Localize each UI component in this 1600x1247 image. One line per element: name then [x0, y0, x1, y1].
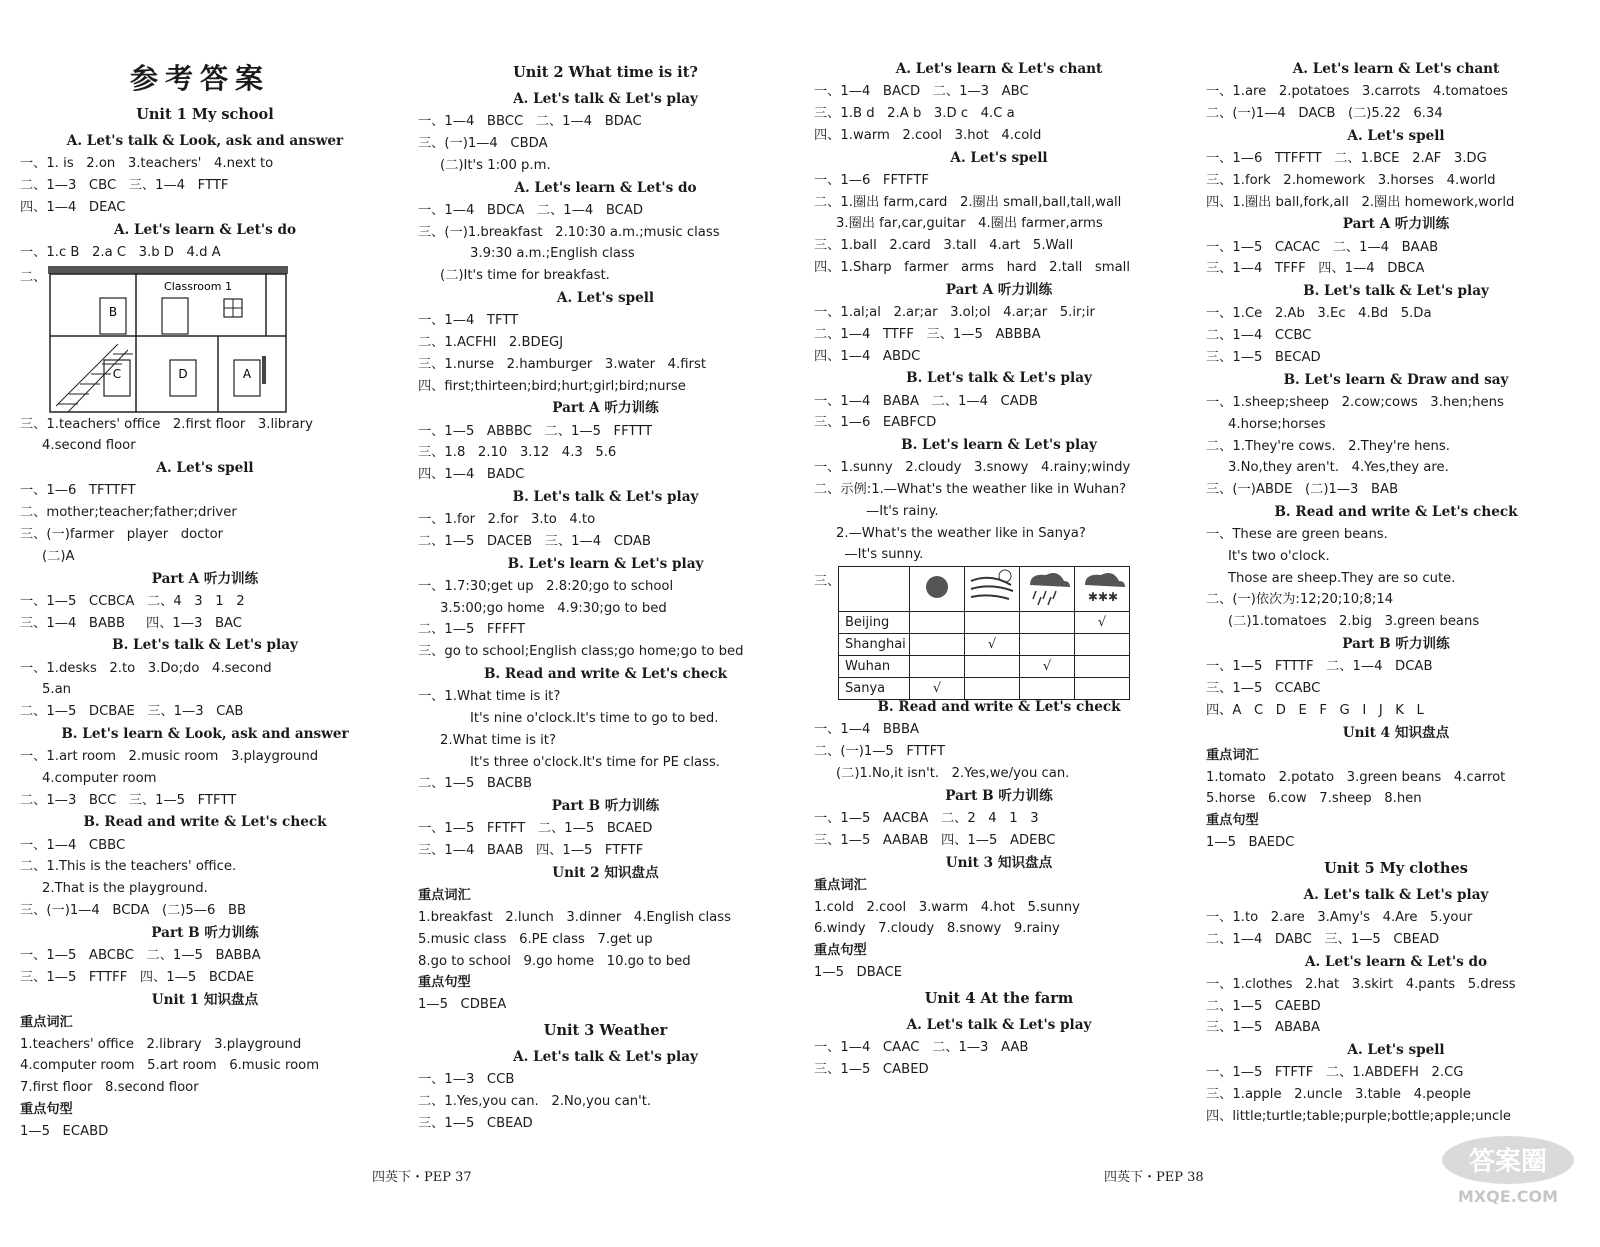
answer-line: 4.second floor	[42, 438, 136, 454]
section-heading: A. Let's talk & Let's play	[513, 1048, 698, 1065]
footer-page-38: 四英下・PEP 38	[1104, 1170, 1204, 1185]
section-heading: A. Let's learn & Let's do	[1304, 953, 1488, 970]
section-heading: B. Read and write & Let's check	[1274, 503, 1518, 520]
answer-line: 三、(一)1.breakfast 2.10:30 a.m.;music class	[418, 224, 720, 240]
answer-line: 一、1—4 BBBA	[814, 722, 920, 738]
answer-line: 一、1—4 BABA 二、1—4 CADB	[814, 393, 1038, 409]
answer-line: 二、1.This is the teachers' office.	[20, 859, 237, 875]
mark-cell	[1020, 678, 1075, 700]
answer-line: 一、1—4 CBBC	[20, 837, 126, 853]
answer-line: 一、1. is 2.on 3.teachers' 4.next to	[20, 156, 274, 172]
table-row	[839, 656, 1130, 678]
section-heading: Part A 听力训练	[151, 570, 259, 587]
watermark-logo	[1438, 1128, 1578, 1208]
table-row	[839, 634, 1130, 656]
mark-cell	[1020, 612, 1075, 634]
section-heading: A. Let's spell	[156, 460, 254, 477]
answer-line: 一、1—4 TFTT	[418, 313, 519, 329]
section-heading: A. Let's spell	[1347, 127, 1445, 144]
answer-line: 3.圈出 far,car,guitar 4.圈出 farmer,arms	[836, 216, 1103, 232]
answer-line: 一、1—5 CCBCA 二、4 3 1 2	[20, 593, 245, 609]
answer-line: 四、1—4 ABDC	[814, 348, 921, 364]
mark-cell	[965, 612, 1020, 634]
answer-line: 三、1.apple 2.uncle 3.table 4.people	[1206, 1087, 1471, 1103]
answer-line: 三、1—6 EABFCD	[814, 415, 937, 431]
answer-line: 二、mother;teacher;father;driver	[20, 505, 237, 521]
answer-line: 二、(一)1—5 FTTFT	[814, 744, 946, 760]
answer-line: 一、1—5 FTTTF 二、1—4 DCAB	[1206, 659, 1433, 675]
answer-line: 四、1.warm 2.cool 3.hot 4.cold	[814, 127, 1042, 143]
section-heading: B. Let's learn & Let's play	[507, 555, 704, 572]
answer-line: 二、1—4 DABC 三、1—5 CBEAD	[1206, 931, 1440, 947]
answer-line: 1—5 BAEDC	[1206, 835, 1295, 851]
city-cell: Wuhan	[839, 656, 910, 678]
door-letter: B	[108, 304, 118, 319]
answer-line: 四、1—4 BADC	[418, 467, 525, 483]
answer-line: 二、1—5 BACBB	[418, 776, 533, 792]
weather-table-section	[814, 566, 1184, 696]
answer-line: 二、1—4 CCBC	[1206, 328, 1312, 344]
section-heading: B. Read and write & Let's check	[483, 666, 728, 683]
answer-line: 三、1.teachers' office 2.first floor 3.library	[20, 416, 313, 432]
door-unlabeled	[162, 298, 188, 334]
answer-line: (二)It's 1:00 p.m.	[440, 157, 551, 173]
section-heading: Part B 听力训练	[551, 798, 660, 815]
unit-heading: Unit 1 My school	[136, 106, 274, 123]
section-heading: A. Let's spell	[556, 289, 655, 306]
section-heading: A. Let's learn & Let's do	[514, 179, 697, 196]
answer-line: 二、1.ACFHI 2.BDEGJ	[418, 334, 564, 350]
answer-line: 二、(一)依次为:12;20;10;8;14	[1206, 592, 1394, 608]
subsection-label: 重点句型	[20, 1102, 73, 1117]
header-cell	[965, 567, 1020, 612]
section-heading: A. Let's talk & Let's play	[906, 1016, 1092, 1033]
answer-line: 一、1.What time is it?	[418, 689, 561, 705]
section-heading: Unit 4 知识盘点	[1342, 724, 1450, 741]
answer-line: 一、1—4 BACD 二、1—3 ABC	[814, 84, 1029, 100]
answer-line: 三、1.fork 2.homework 3.horses 4.world	[1206, 172, 1496, 188]
header-cell	[1075, 567, 1130, 612]
column-3	[814, 58, 1184, 1081]
answer-line: 2.That is the playground.	[42, 881, 208, 897]
section-heading: Part B 听力训练	[1342, 636, 1450, 653]
answer-line: 一、1.for 2.for 3.to 4.to	[418, 512, 596, 528]
answer-line: 一、1.clothes 2.hat 3.skirt 4.pants 5.dress	[1206, 976, 1516, 992]
answer-line: 二、1—5 DCBAE 三、1—3 CAB	[20, 704, 244, 720]
city-cell: Shanghai	[839, 634, 910, 656]
answer-line: 三、1.nurse 2.hamburger 3.water 4.first	[418, 356, 707, 372]
door-letter: C	[112, 366, 122, 381]
answer-line: (二)1.tomatoes 2.big 3.green beans	[1228, 614, 1480, 630]
section-heading: B. Read and write & Let's check	[877, 699, 1121, 716]
answer-line: (二)A	[42, 548, 75, 564]
answer-line: 三、1—5 CBEAD	[418, 1115, 533, 1131]
answer-line: 一、1—5 ABBBC 二、1—5 FFTTT	[418, 423, 653, 439]
answer-line: 一、1.sunny 2.cloudy 3.snowy 4.rainy;windy	[814, 460, 1131, 476]
mark-cell	[965, 678, 1020, 700]
table-row	[839, 612, 1130, 634]
answer-line: 二、1—3 BCC 三、1—5 FTFTT	[20, 792, 237, 808]
section-heading: Part A 听力训练	[945, 281, 1053, 298]
mark-cell	[965, 656, 1020, 678]
answer-line: 三、1.ball 2.card 3.tall 4.art 5.Wall	[814, 238, 1074, 254]
answer-line: It's two o'clock.	[1228, 548, 1330, 564]
section-heading: A. Let's talk & Look, ask and answer	[66, 133, 344, 149]
answer-line: It's three o'clock.It's time for PE class.	[470, 754, 721, 770]
section-heading: B. Let's learn & Draw and say	[1283, 371, 1509, 388]
answer-line: 1.tomato 2.potato 3.green beans 4.carrot	[1206, 769, 1506, 785]
question-label: 三、	[814, 574, 841, 590]
answer-line: 1—5 ECABD	[20, 1123, 109, 1139]
table-header-row	[839, 567, 1130, 612]
answer-line: 一、1.7:30;get up 2.8:20;go to school	[418, 578, 674, 594]
column-2	[418, 58, 793, 1135]
answer-line: 一、1.sheep;sheep 2.cow;cows 3.hen;hens	[1206, 394, 1504, 410]
section-heading: B. Let's learn & Look, ask and answer	[61, 725, 349, 742]
weather-table	[838, 566, 1130, 700]
floor-plan-figure	[20, 264, 390, 414]
section-heading: A. Let's learn & Let's chant	[895, 61, 1103, 77]
answer-line: 一、1—4 BBCC 二、1—4 BDAC	[418, 114, 642, 130]
answer-line: (二)1.No,it isn't. 2.Yes,we/you can.	[836, 766, 1070, 782]
section-heading: Unit 1 知识盘点	[151, 991, 259, 1008]
answer-line: 三、1—4 BAAB 四、1—5 FTFTF	[418, 843, 644, 859]
answer-line: 一、1.are 2.potatoes 3.carrots 4.tomatoes	[1206, 84, 1508, 100]
section-heading: Part B 听力训练	[945, 787, 1053, 804]
answer-line: (二)It's time for breakfast.	[440, 268, 610, 284]
section-heading: B. Let's talk & Let's play	[112, 637, 298, 654]
answer-line: 三、1—5 ABABA	[1206, 1020, 1321, 1036]
answer-line: 二、1—5 DACEB 三、1—4 CDAB	[418, 533, 651, 549]
answer-line: 1.teachers' office 2.library 3.playground	[20, 1036, 302, 1052]
answer-line: 8.go to school 9.go home 10.go to bed	[418, 953, 691, 969]
answer-line: 3.No,they aren't. 4.Yes,they are.	[1228, 460, 1449, 476]
answer-line: 三、(一)1—4 CBDA	[418, 135, 548, 151]
section-heading: B. Let's talk & Let's play	[906, 370, 1092, 387]
answer-line: 6.windy 7.cloudy 8.snowy 9.rainy	[814, 921, 1060, 937]
column-1	[20, 58, 390, 1143]
door-letter: D	[178, 366, 188, 381]
answer-line: 一、1—5 FFTFT 二、1—5 BCAED	[418, 821, 653, 837]
answer-line: 一、1.desks 2.to 3.Do;do 4.second	[20, 660, 272, 676]
answer-line: 四、1.Sharp farmer arms hard 2.tall small	[814, 259, 1131, 275]
watermark-url: MXQE.COM	[1457, 1187, 1559, 1206]
snow-icon	[1075, 567, 1129, 607]
section-heading: Part B 听力训练	[151, 924, 259, 941]
subsection-label: 重点词汇	[20, 1014, 73, 1030]
table-row	[839, 678, 1130, 700]
mark-cell	[910, 612, 965, 634]
footer-page-37: 四英下・PEP 37	[372, 1170, 472, 1185]
answer-line: 一、1.art room 2.music room 3.playground	[20, 749, 319, 765]
answer-line: 二、1—3 CBC 三、1—4 FTTF	[20, 177, 229, 193]
answer-line: 5.an	[42, 682, 72, 698]
answer-line: 一、1—5 AACBA 二、2 4 1 3	[814, 811, 1039, 827]
section-heading: A. Let's spell	[950, 149, 1048, 166]
answer-line: —It's rainy.	[866, 503, 939, 519]
mark-cell: √	[965, 634, 1020, 656]
answer-line: 一、1.Ce 2.Ab 3.Ec 4.Bd 5.Da	[1206, 306, 1432, 322]
answer-line: 四、1.圈出 ball,fork,all 2.圈出 homework,world	[1206, 194, 1515, 210]
answer-line: 三、go to school;English class;go home;go to bed	[418, 644, 744, 660]
answer-line: 1—5 DBACE	[814, 965, 903, 981]
mark-cell: √	[1020, 656, 1075, 678]
subsection-label: 重点词汇	[1206, 747, 1259, 763]
section-heading: A. Let's spell	[1347, 1042, 1445, 1059]
roof	[48, 266, 288, 274]
watermark-text: 答案圈	[1468, 1147, 1548, 1177]
answer-line: 三、1—4 BABB 四、1—3 BAC	[20, 615, 243, 631]
answer-line: 二、示例:1.—What's the weather like in Wuhan?	[814, 482, 1127, 498]
unit-heading: Unit 2 What time is it?	[513, 64, 698, 81]
answer-line: 一、1—6 TFTTFT	[20, 483, 136, 499]
column-4	[1206, 58, 1586, 1128]
mark-cell	[1075, 678, 1130, 700]
answer-line: 一、1—4 BDCA 二、1—4 BCAD	[418, 202, 644, 218]
floor-plan-drawing	[38, 264, 298, 414]
section-heading: B. Read and write & Let's check	[83, 814, 327, 831]
city-cell: Beijing	[839, 612, 910, 634]
answer-line: 四、A C D E F G I J K L	[1206, 702, 1424, 718]
answer-line: 三、1—5 AABAB 四、1—5 ADEBC	[814, 832, 1056, 848]
subsection-label: 重点词汇	[418, 888, 471, 904]
mark-cell	[1075, 634, 1130, 656]
answer-line: —It's sunny.	[836, 547, 924, 563]
answer-line: 5.horse 6.cow 7.sheep 8.hen	[1206, 791, 1422, 807]
answer-line: 二、1.Yes,you can. 2.No,you can't.	[418, 1093, 652, 1109]
section-heading: A. Let's talk & Let's play	[1303, 886, 1489, 903]
subsection-label: 重点词汇	[814, 877, 867, 893]
answer-line: 3.5:00;go home 4.9:30;go to bed	[440, 600, 667, 616]
answer-line: It's nine o'clock.It's time to go to bed.	[470, 711, 719, 727]
answer-line: 四、little;turtle;table;purple;bottle;apple;uncle	[1206, 1108, 1511, 1124]
answer-line: 三、1.8 2.10 3.12 4.3 5.6	[418, 445, 617, 461]
rain-icon	[1020, 567, 1074, 607]
answer-line: 一、1—5 CACAC 二、1—4 BAAB	[1206, 239, 1439, 255]
mark-cell	[1020, 634, 1075, 656]
mark-cell: √	[1075, 612, 1130, 634]
answer-line: 二、1.圈出 farm,card 2.圈出 small,ball,tall,wall	[814, 194, 1122, 210]
section-heading: Unit 3 知识盘点	[945, 854, 1053, 871]
answer-line: 4.computer room 5.art room 6.music room	[20, 1058, 320, 1074]
answer-line: 三、(一)ABDE (二)1—3 BAB	[1206, 482, 1399, 498]
answer-line: 1.cold 2.cool 3.warm 4.hot 5.sunny	[814, 899, 1080, 915]
answer-line: 2.What time is it?	[440, 732, 556, 748]
answer-line: 一、These are green beans.	[1206, 527, 1388, 543]
answer-line: 三、1—5 CCABC	[1206, 681, 1321, 697]
answer-line: 三、1.B d 2.A b 3.D c 4.C a	[814, 105, 1015, 121]
answer-line: 3.9:30 a.m.;English class	[470, 246, 635, 262]
question-label: 二、	[20, 269, 47, 285]
subsection-label: 重点句型	[814, 943, 867, 959]
answer-line: 二、1.They're cows. 2.They're hens.	[1206, 438, 1450, 454]
mark-cell	[910, 634, 965, 656]
section-heading: B. Let's learn & Let's play	[901, 437, 1097, 454]
answer-line: 4.computer room	[42, 770, 157, 786]
answer-line: 一、1—5 FTFTF 二、1.ABDEFH 2.CG	[1206, 1065, 1464, 1081]
mark-cell: √	[910, 678, 965, 700]
section-heading: B. Let's talk & Let's play	[512, 488, 699, 505]
header-cell	[1020, 567, 1075, 612]
answer-line: 1—5 CDBEA	[418, 997, 507, 1013]
answer-line: 四、first;thirteen;bird;hurt;girl;bird;nurse	[418, 378, 686, 394]
mark-cell	[1075, 656, 1130, 678]
section-heading: B. Let's talk & Let's play	[1303, 283, 1489, 300]
page-title: 参考答案	[130, 62, 271, 95]
answer-line: 4.horse;horses	[1228, 416, 1326, 432]
answer-line: 一、1—3 CCB	[418, 1072, 515, 1088]
answer-line: 一、1—5 ABCBC 二、1—5 BABBA	[20, 948, 261, 964]
answer-line: 一、1—6 FFTFTF	[814, 172, 929, 188]
mark-cell	[910, 656, 965, 678]
answer-line: 四、1—4 DEAC	[20, 199, 126, 215]
answer-line: 一、1—4 CAAC 二、1—3 AAB	[814, 1040, 1029, 1055]
table-corner-cell	[839, 567, 910, 612]
building-outline	[50, 274, 286, 412]
answer-line: 三、1—5 BECAD	[1206, 349, 1321, 365]
answer-line: 1.breakfast 2.lunch 3.dinner 4.English class	[418, 910, 731, 925]
answer-line: Those are sheep.They are so cute.	[1228, 570, 1456, 586]
svg-text:✱✱✱: ✱✱✱	[1087, 590, 1119, 605]
subsection-label: 重点句型	[418, 975, 471, 991]
unit-heading: Unit 5 My clothes	[1324, 859, 1468, 877]
section-heading: A. Let's learn & Let's do	[113, 221, 297, 238]
classroom-label: Classroom 1	[164, 279, 232, 293]
answer-line: 二、1—5 FFFFT	[418, 622, 526, 638]
sun-icon	[910, 567, 964, 607]
answer-line: 三、(一)farmer player doctor	[20, 526, 224, 542]
answer-line: 二、1—4 TTFF 三、1—5 ABBBA	[814, 326, 1041, 342]
section-heading: Unit 2 知识盘点	[552, 865, 659, 882]
answer-line: 一、1.al;al 2.ar;ar 3.ol;ol 4.ar;ar 5.ir;ir	[814, 304, 1095, 320]
answer-line: 三、(一)1—4 BCDA (二)5—6 BB	[20, 903, 247, 919]
section-heading: Part A 听力训练	[552, 400, 659, 417]
door-letter: A	[242, 366, 252, 381]
header-cell	[910, 567, 965, 612]
answer-line: 一、1—6 TTFFTT 二、1.BCE 2.AF 3.DG	[1206, 150, 1487, 166]
answer-line: 三、1—5 CABED	[814, 1061, 929, 1077]
answer-line: 一、1.to 2.are 3.Amy's 4.Are 5.your	[1206, 910, 1473, 925]
answer-line: 7.first floor 8.second floor	[20, 1080, 199, 1096]
answer-line: 三、1—5 FTTFF 四、1—5 BCDAE	[20, 969, 255, 985]
unit-heading: Unit 4 At the farm	[924, 989, 1074, 1007]
answer-line: 三、1—4 TFFF 四、1—4 DBCA	[1206, 261, 1425, 277]
answer-line: 一、1.c B 2.a C 3.b D 4.d A	[20, 244, 221, 260]
answer-line: 二、(一)1—4 DACB (二)5.22 6.34	[1206, 105, 1443, 121]
answer-line: 二、1—5 CAEBD	[1206, 998, 1321, 1014]
subsection-label: 重点句型	[1206, 813, 1259, 829]
wind-icon	[965, 567, 1019, 607]
city-cell: Sanya	[839, 678, 910, 700]
answer-line: 2.—What's the weather like in Sanya?	[836, 525, 1086, 541]
section-heading: A. Let's talk & Let's play	[513, 91, 698, 107]
unit-heading: Unit 3 Weather	[543, 1021, 668, 1039]
section-heading: A. Let's learn & Let's chant	[1292, 61, 1500, 77]
answer-line: 5.music class 6.PE class 7.get up	[418, 931, 653, 947]
section-heading: Part A 听力训练	[1342, 216, 1450, 233]
